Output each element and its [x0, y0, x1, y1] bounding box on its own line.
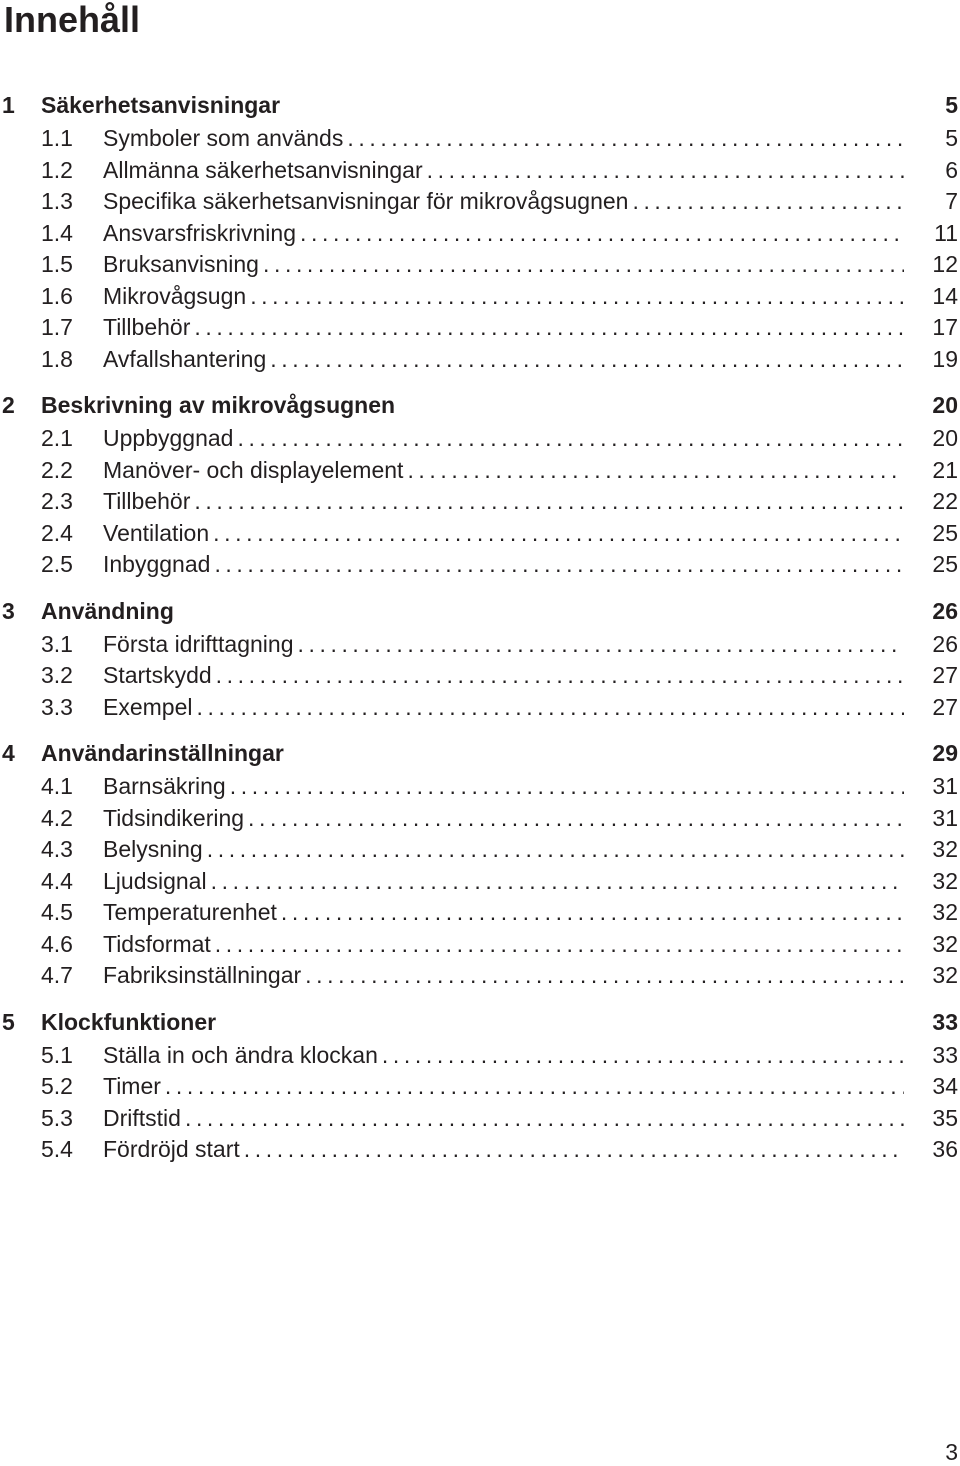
section-title: Belysning — [103, 834, 207, 865]
chapter-title: Beskrivning av mikrovågsugnen — [41, 392, 396, 418]
section-number: 1.1 — [41, 125, 73, 151]
chapter-page-number: 26 — [932, 597, 958, 624]
dot-leader — [632, 186, 904, 217]
section-leader — [103, 281, 904, 312]
section-page-number: 5 — [945, 125, 958, 151]
dot-leader — [250, 281, 904, 312]
toc-section-entry[interactable] — [0, 549, 960, 581]
page-title: Innehåll — [4, 0, 141, 40]
section-number: 4.5 — [41, 899, 73, 925]
section-leader — [103, 1134, 904, 1165]
toc-section-entry[interactable] — [0, 281, 960, 313]
toc-section-entry[interactable] — [0, 1103, 960, 1135]
toc-section-entry[interactable] — [0, 186, 960, 218]
toc-chapter-entry[interactable] — [0, 723, 960, 771]
section-page-number: 31 — [932, 804, 958, 831]
dot-leader — [213, 518, 904, 549]
dot-leader — [230, 771, 904, 802]
section-number: 5.1 — [41, 1041, 73, 1068]
chapter-page-number: 33 — [932, 1008, 958, 1035]
dot-leader — [382, 1040, 904, 1071]
section-title: Ansvarsfriskrivning — [103, 218, 300, 249]
toc-section-entry[interactable] — [0, 834, 960, 866]
toc-section-entry[interactable] — [0, 803, 960, 835]
toc-section-entry[interactable] — [0, 866, 960, 898]
dot-leader — [216, 660, 904, 691]
toc-section-entry[interactable] — [0, 155, 960, 187]
dot-leader — [185, 1103, 904, 1134]
section-number: 1.3 — [41, 188, 73, 214]
section-page-number: 26 — [932, 630, 958, 657]
chapter-number: 5 — [2, 1008, 15, 1035]
section-leader — [103, 423, 904, 454]
dot-leader — [194, 486, 904, 517]
section-title: Fabriksinställningar — [103, 960, 305, 991]
toc-section-entry[interactable] — [0, 1071, 960, 1103]
section-number: 2.1 — [41, 425, 73, 451]
section-page-number: 6 — [945, 156, 958, 183]
section-page-number: 34 — [932, 1073, 958, 1099]
dot-leader — [165, 1071, 904, 1102]
section-title: Specifika säkerhetsanvisningar för mikrovågsugnen — [103, 186, 632, 217]
dot-leader — [300, 218, 904, 249]
section-leader — [103, 866, 904, 897]
section-page-number: 20 — [932, 425, 958, 451]
dot-leader — [211, 866, 904, 897]
section-number: 1.4 — [41, 219, 73, 246]
section-number: 3.1 — [41, 630, 73, 657]
dot-leader — [194, 312, 904, 343]
section-number: 5.3 — [41, 1104, 73, 1131]
section-title: Barnsäkring — [103, 771, 230, 802]
section-leader — [103, 834, 904, 865]
toc-section-entry[interactable] — [0, 218, 960, 250]
toc-section-entry[interactable] — [0, 123, 960, 155]
section-page-number: 36 — [932, 1136, 958, 1162]
toc-section-entry[interactable] — [0, 1040, 960, 1072]
dot-leader — [207, 834, 904, 865]
toc-chapter-entry[interactable] — [0, 92, 960, 123]
section-title: Ställa in och ändra klockan — [103, 1040, 382, 1071]
section-page-number: 27 — [932, 693, 958, 720]
chapter-number: 4 — [2, 740, 15, 766]
toc-section-entry[interactable] — [0, 344, 960, 376]
toc-section-entry[interactable] — [0, 455, 960, 487]
section-leader — [103, 123, 904, 154]
section-title: Startskydd — [103, 660, 216, 691]
toc-chapter-entry[interactable] — [0, 581, 960, 629]
section-title: Bruksanvisning — [103, 249, 263, 280]
section-number: 4.1 — [41, 773, 73, 799]
section-title: Tillbehör — [103, 486, 194, 517]
chapter-title: Användarinställningar — [41, 740, 284, 766]
section-number: 2.5 — [41, 551, 73, 577]
toc-section-entry[interactable] — [0, 249, 960, 281]
dot-leader — [305, 960, 904, 991]
section-number: 1.7 — [41, 314, 73, 340]
section-page-number: 32 — [932, 867, 958, 894]
section-leader — [103, 1103, 904, 1134]
section-page-number: 27 — [932, 662, 958, 688]
section-number: 4.7 — [41, 962, 73, 988]
dot-leader — [270, 344, 904, 375]
section-page-number: 12 — [932, 251, 958, 277]
section-title: Ventilation — [103, 518, 213, 549]
section-page-number: 22 — [932, 488, 958, 514]
section-number: 2.3 — [41, 488, 73, 514]
section-number: 1.8 — [41, 345, 73, 372]
dot-leader — [427, 155, 904, 186]
section-title: Allmänna säkerhetsanvisningar — [103, 155, 427, 186]
section-page-number: 19 — [932, 345, 958, 372]
dot-leader — [214, 549, 904, 580]
section-page-number: 32 — [932, 899, 958, 925]
toc-section-entry[interactable] — [0, 960, 960, 992]
section-page-number: 7 — [945, 188, 958, 214]
section-title: Driftstid — [103, 1103, 185, 1134]
dot-leader — [281, 897, 904, 928]
chapter-title: Säkerhetsanvisningar — [41, 92, 281, 118]
section-number: 1.6 — [41, 282, 73, 309]
section-leader — [103, 486, 904, 517]
section-number: 1.5 — [41, 251, 73, 277]
dot-leader — [248, 803, 904, 834]
toc-section-entry[interactable] — [0, 423, 960, 455]
dot-leader — [196, 692, 904, 723]
section-number: 2.2 — [41, 456, 73, 483]
section-page-number: 17 — [932, 314, 958, 340]
table-of-contents — [0, 92, 960, 1166]
section-title: Tidsindikering — [103, 803, 248, 834]
chapter-number: 1 — [2, 92, 15, 118]
section-leader — [103, 660, 904, 691]
section-number: 4.4 — [41, 867, 73, 894]
chapter-page-number: 5 — [945, 92, 958, 118]
section-title: Inbyggnad — [103, 549, 214, 580]
toc-section-entry[interactable] — [0, 629, 960, 661]
section-leader — [103, 518, 904, 549]
section-leader — [103, 455, 904, 486]
section-number: 2.4 — [41, 519, 73, 546]
section-leader — [103, 803, 904, 834]
section-page-number: 32 — [932, 836, 958, 862]
section-page-number: 31 — [932, 773, 958, 799]
chapter-number: 2 — [2, 392, 15, 418]
section-title: Första idrifttagning — [103, 629, 297, 660]
toc-chapter-entry[interactable] — [0, 375, 960, 423]
section-leader — [103, 249, 904, 280]
section-title: Fördröjd start — [103, 1134, 244, 1165]
section-page-number: 14 — [932, 282, 958, 309]
toc-section-entry[interactable] — [0, 692, 960, 724]
section-number: 3.3 — [41, 693, 73, 720]
section-leader — [103, 155, 904, 186]
dot-leader — [215, 929, 904, 960]
section-page-number: 32 — [932, 930, 958, 957]
section-title: Mikrovågsugn — [103, 281, 250, 312]
section-title: Avfallshantering — [103, 344, 270, 375]
toc-section-entry[interactable] — [0, 771, 960, 803]
section-page-number: 25 — [932, 551, 958, 577]
section-page-number: 32 — [932, 962, 958, 988]
section-leader — [103, 218, 904, 249]
section-leader — [103, 897, 904, 928]
section-title: Uppbyggnad — [103, 423, 237, 454]
toc-chapter-entry[interactable] — [0, 992, 960, 1040]
section-title: Symboler som används — [103, 123, 347, 154]
toc-section-entry[interactable] — [0, 929, 960, 961]
section-number: 5.4 — [41, 1136, 73, 1162]
toc-section-entry[interactable] — [0, 897, 960, 929]
section-leader — [103, 771, 904, 802]
chapter-title: Användning — [41, 597, 174, 624]
chapter-page-number: 29 — [932, 740, 958, 766]
section-leader — [103, 692, 904, 723]
section-leader — [103, 186, 904, 217]
section-leader — [103, 549, 904, 580]
section-title: Temperaturenhet — [103, 897, 281, 928]
section-title: Ljudsignal — [103, 866, 211, 897]
section-leader — [103, 629, 904, 660]
toc-section-entry[interactable] — [0, 486, 960, 518]
chapter-title: Klockfunktioner — [41, 1008, 217, 1035]
section-page-number: 33 — [932, 1041, 958, 1068]
section-leader — [103, 312, 904, 343]
section-number: 4.2 — [41, 804, 73, 831]
section-page-number: 11 — [934, 219, 958, 246]
section-number: 4.6 — [41, 930, 73, 957]
section-title: Tillbehör — [103, 312, 194, 343]
toc-section-entry[interactable] — [0, 312, 960, 344]
section-leader — [103, 1040, 904, 1071]
toc-section-entry[interactable] — [0, 518, 960, 550]
section-number: 1.2 — [41, 156, 73, 183]
section-leader — [103, 344, 904, 375]
section-leader — [103, 1071, 904, 1102]
section-leader — [103, 960, 904, 991]
section-page-number: 21 — [932, 456, 958, 483]
section-number: 5.2 — [41, 1073, 73, 1099]
section-page-number: 35 — [932, 1104, 958, 1131]
dot-leader — [347, 123, 904, 154]
section-title: Exempel — [103, 692, 196, 723]
page-number: 3 — [945, 1439, 958, 1465]
section-title: Tidsformat — [103, 929, 215, 960]
chapter-page-number: 20 — [932, 392, 958, 418]
section-number: 3.2 — [41, 662, 73, 688]
chapter-number: 3 — [2, 597, 15, 624]
toc-section-entry[interactable] — [0, 1134, 960, 1166]
dot-leader — [237, 423, 904, 454]
dot-leader — [263, 249, 904, 280]
section-title: Manöver- och displayelement — [103, 455, 407, 486]
toc-section-entry[interactable] — [0, 660, 960, 692]
section-number: 4.3 — [41, 836, 73, 862]
dot-leader — [297, 629, 904, 660]
section-page-number: 25 — [932, 519, 958, 546]
section-leader — [103, 929, 904, 960]
dot-leader — [244, 1134, 904, 1165]
dot-leader — [407, 455, 904, 486]
section-title: Timer — [103, 1071, 165, 1102]
